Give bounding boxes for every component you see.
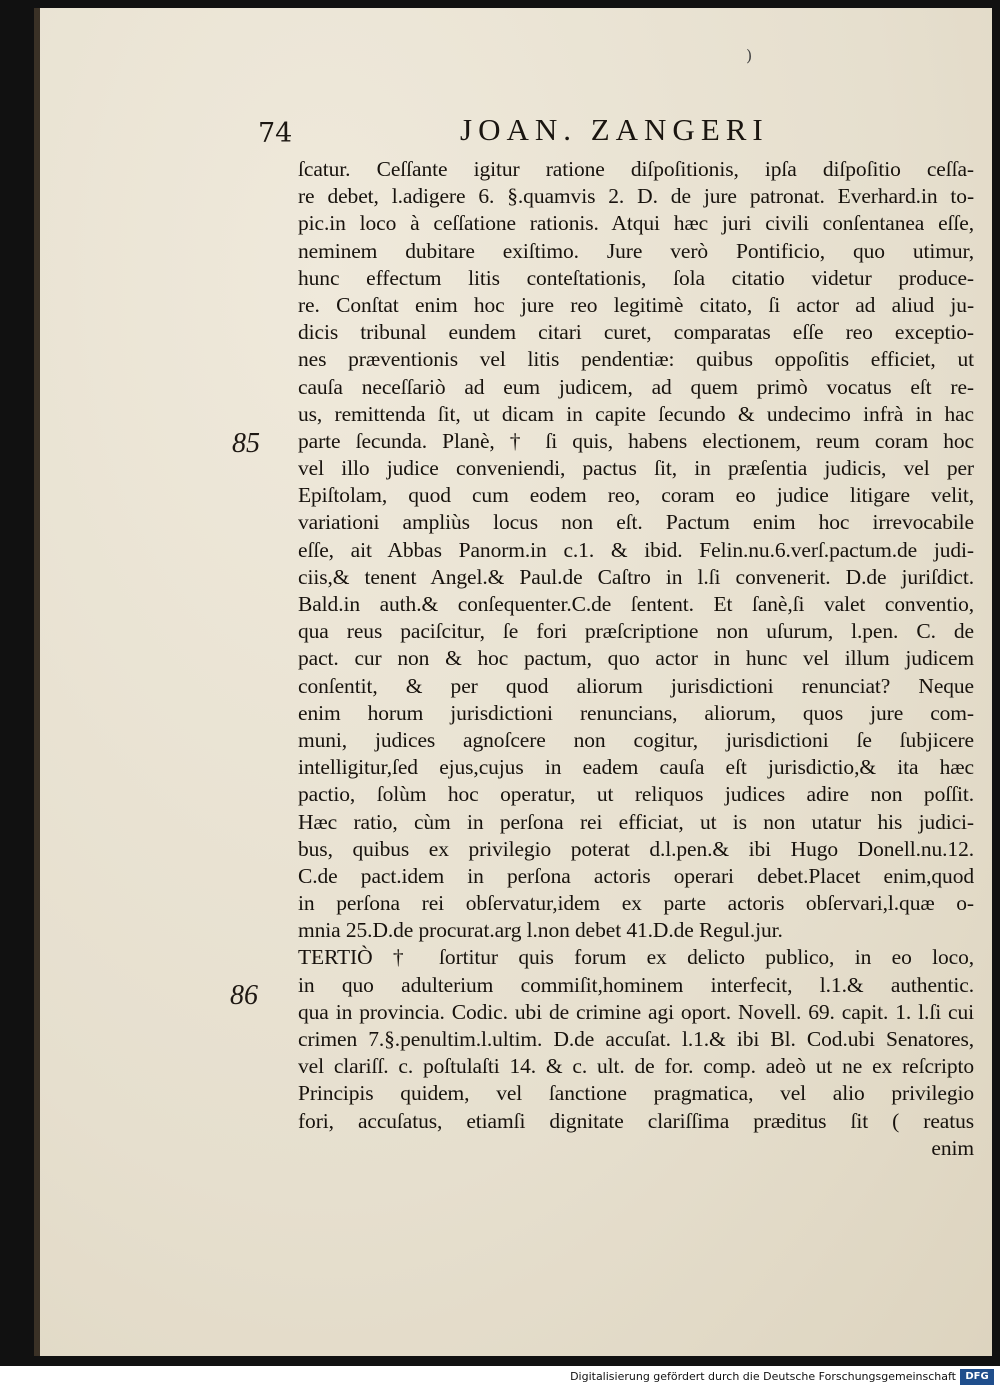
funding-credit: Digitalisierung gefördert durch die Deutsche Forschungsgemeinschaft bbox=[570, 1370, 956, 1383]
catchword: enim bbox=[931, 1135, 974, 1160]
text-line: ciis,& tenent Angel.& Paul.de Caſtro in l.ſi convenerit. D.de juriſdict. bbox=[298, 564, 974, 589]
body-text bbox=[298, 156, 974, 1162]
footer-bar bbox=[0, 1366, 1000, 1389]
text-line: Epiſtolam, quod cum eodem reo, coram eo judice litigare velit, bbox=[298, 483, 974, 508]
book-page bbox=[34, 8, 992, 1356]
text-line: re debet, l.adigere 6. §.quamvis 2. D. de jure patronat. Everhard.in to- bbox=[298, 184, 974, 209]
text-line: fori, accuſatus, etiamſi dignitate clariſſima præditus ſit ( reatus bbox=[298, 1108, 974, 1133]
text-line: mnia 25.D.de procurat.arg l.non debet 41.D.de Regul.jur. bbox=[298, 918, 783, 943]
text-line: Principis quidem, vel ſanctione pragmatica, vel alio privilegio bbox=[298, 1081, 974, 1106]
text-line: eſſe, ait Abbas Panorm.in c.1. & ibid. Felin.nu.6.verſ.pactum.de judi- bbox=[298, 537, 974, 562]
text-line: vel clariſſ. c. poſtulaſti 14. & c. ult. de for. comp. adeò ut ne ex reſcripto bbox=[298, 1054, 974, 1079]
text-line: parte ſecunda. Planè, † ſi quis, habens electionem, reum coram hoc bbox=[298, 428, 974, 453]
text-line: re. Conſtat enim hoc jure reo legitimè citato, ſi actor ad aliud ju- bbox=[298, 292, 974, 317]
text-line: enim horum jurisdictioni renuncians, aliorum, quos jure com- bbox=[298, 700, 974, 725]
text-line: neminem dubitare exiſtimo. Jure verò Pontificio, quo utimur, bbox=[298, 238, 974, 263]
text-line: ſcatur. Ceſſante igitur ratione diſpoſitionis, ipſa diſpoſitio ceſſa- bbox=[298, 157, 974, 181]
page-header bbox=[40, 112, 992, 152]
text-line: hunc effectum litis conteſtationis, ſola citatio videtur produce- bbox=[298, 265, 974, 290]
text-line: in quo adulterium commiſit,hominem interfecit, l.1.& authentic. bbox=[298, 972, 974, 997]
margin-number-85: 85 bbox=[232, 428, 260, 459]
text-line: pactio, ſolùm hoc operatur, ut reliquos judices adire non poſſit. bbox=[298, 782, 974, 807]
text-line: cauſa neceſſariò ad eum judicem, ad quem primò vocatus eſt re- bbox=[298, 374, 974, 399]
text-line: us, remittenda ſit, ut dicam in capite ſecundo & undecimo infrà in hac bbox=[298, 401, 974, 426]
text-line: conſentit, & per quod aliorum jurisdictioni renunciat? Neque bbox=[298, 673, 974, 698]
text-line: in perſona rei obſervatur,idem ex parte actoris obſervari,l.quæ o- bbox=[298, 891, 974, 916]
text-line: pic.in loco à ceſſatione rationis. Atqui hæc juri civili conſentanea eſſe, bbox=[298, 211, 974, 236]
margin-number-86: 86 bbox=[230, 980, 258, 1011]
text-line: qua reus paciſcitur, ſe fori præſcriptione non uſurum, l.pen. C. de bbox=[298, 619, 974, 644]
text-line: bus, quibus ex privilegio poterat d.l.pen.& ibi Hugo Donell.nu.12. bbox=[298, 836, 974, 861]
text-line: intelligitur,ſed ejus,cujus in eadem cauſa eſt jurisdictio,& ita hæc bbox=[298, 755, 974, 780]
text-line: crimen 7.§.penultim.l.ultim. D.de accuſat. l.1.& ibi Bl. Cod.ubi Senatores, bbox=[298, 1027, 974, 1051]
text-line: TERTIÒ † ſortitur quis forum ex delicto publico, in eo loco, bbox=[298, 945, 974, 970]
text-line: muni, judices agnoſcere non cogitur, jurisdictioni ſe ſubjicere bbox=[298, 727, 974, 752]
text-line: variationi ampliùs locus non eſt. Pactum enim hoc irrevocabile bbox=[298, 510, 974, 535]
running-title: JOAN. ZANGERI bbox=[460, 112, 769, 147]
text-line: qua in provincia. Codic. ubi de crimine agi oport. Novell. 69. capit. 1. l.ſi cui bbox=[298, 999, 974, 1024]
dfg-logo: DFG bbox=[960, 1369, 994, 1385]
text-line: C.de pact.idem in perſona actoris operari debet.Placet enim,quod bbox=[298, 863, 974, 888]
page-mark: ) bbox=[746, 46, 753, 65]
text-line: Bald.in auth.& conſequenter.C.de ſentent. Et ſanè,ſi valet conventio, bbox=[298, 592, 974, 616]
text-line: pact. cur non & hoc pactum, quo actor in hunc vel illum judicem bbox=[298, 646, 974, 671]
page-number: 74 bbox=[258, 118, 293, 149]
text-line: Hæc ratio, cùm in perſona rei efficiat, ut is non utatur his judici- bbox=[298, 809, 974, 834]
text-line: dicis tribunal eundem citari curet, comparatas eſſe reo exceptio- bbox=[298, 320, 974, 345]
text-line: nes præventionis vel litis pendentiæ: quibus oppoſitis efficiet, ut bbox=[298, 347, 974, 372]
text-line: vel illo judice conveniendi, pactus ſit, in præſentia judicis, vel per bbox=[298, 456, 974, 481]
